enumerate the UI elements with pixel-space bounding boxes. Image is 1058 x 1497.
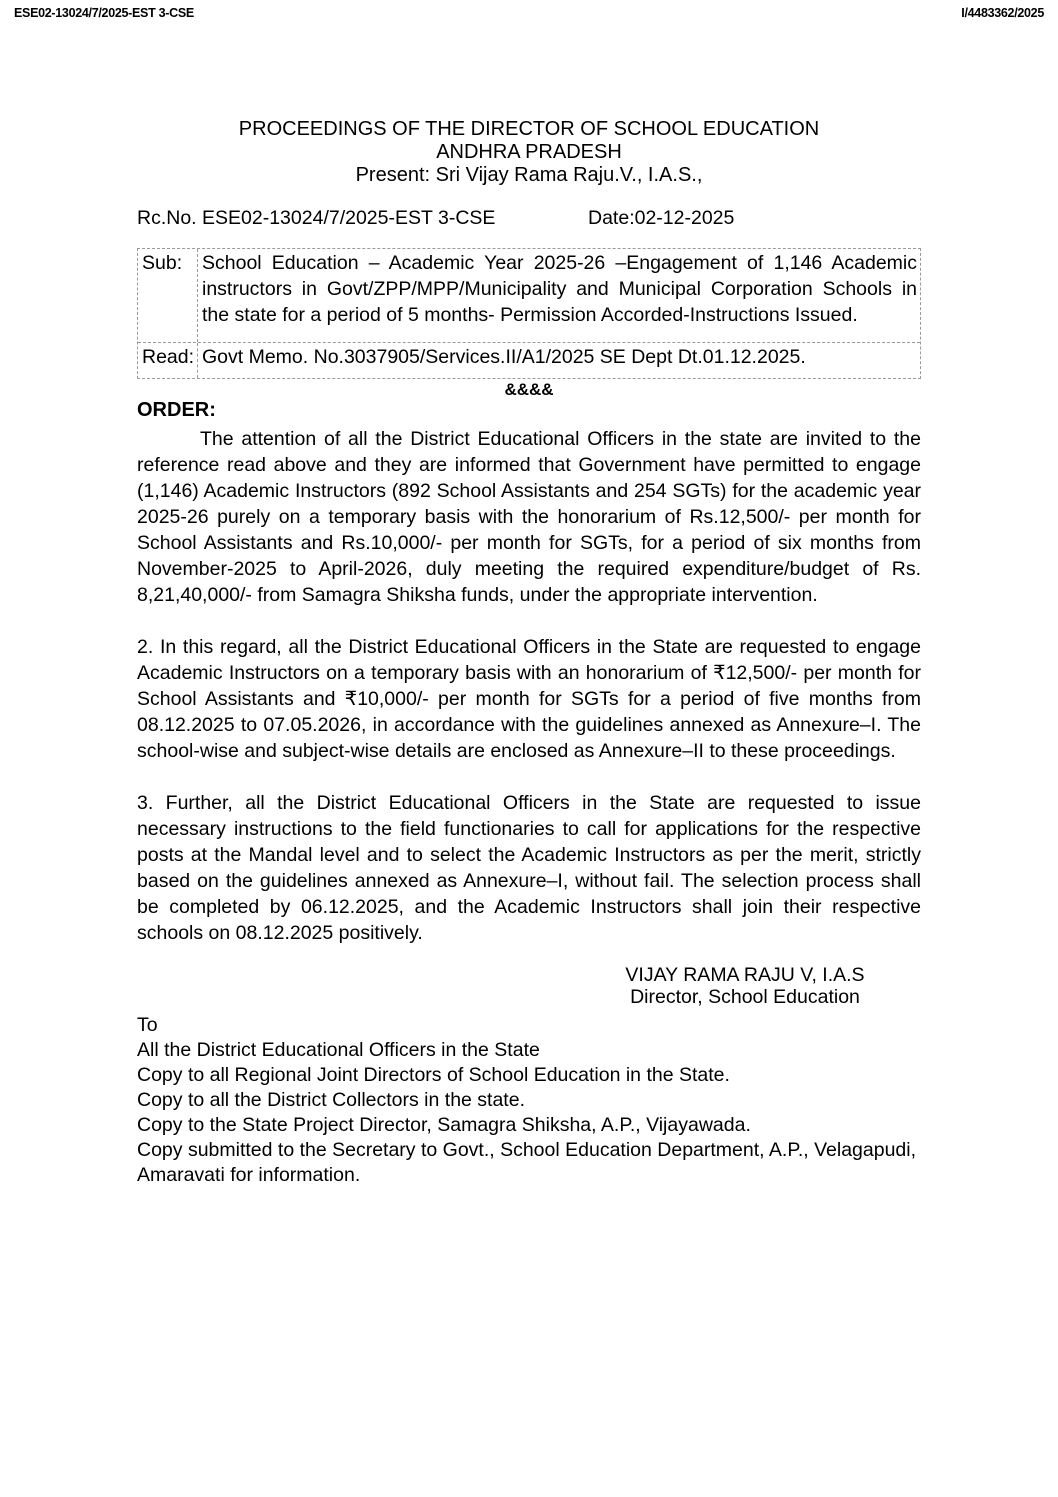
present-line: Present: Sri Vijay Rama Raju.V., I.A.S., (355, 164, 703, 186)
order-date: Date:02-12-2025 (588, 207, 735, 229)
read-row (138, 343, 920, 378)
read-text: Govt Memo. No.3037905/Services.II/A1/2025 SE Dept Dt.01.12.2025. (202, 346, 806, 368)
subject-read-table (137, 248, 921, 379)
signature-block (569, 964, 921, 1008)
order-heading: ORDER: (137, 399, 216, 421)
distribution-line: All the District Educational Officers in the State (137, 1039, 540, 1061)
state-name: ANDHRA PRADESH (436, 141, 622, 163)
title-block (137, 118, 921, 187)
read-label: Read: (138, 343, 198, 378)
signatory-designation: Director, School Education (630, 986, 860, 1008)
distribution-list (137, 1013, 921, 1188)
file-number: ESE02-13024/7/2025-EST 3-CSE (14, 6, 194, 20)
distribution-line: Copy to all Regional Joint Directors of School Education in the State. (137, 1064, 730, 1086)
distribution-line: Copy to all the District Collectors in the state. (137, 1089, 525, 1111)
rc-number: Rc.No. ESE02-13024/7/2025-EST 3-CSE (137, 207, 496, 229)
order-paragraph-1: The attention of all the District Educational Officers in the state are invited to the reference read above and they are informed that Government have permitted to engage (1,146) Academic Instructors (892 School Assistants and 254 SGTs) for the academic year 2025-26 purely on a temporary basis with the honorarium of Rs.12,500/- per month for School Assistants and Rs.10,000/- per month for SGTs, for a period of six months from November-2025 to April-2026, duly meeting the required expenditure/budget of Rs. 8,21,40,000/- from Samagra Shiksha funds, under the appropriate intervention. (137, 428, 921, 606)
reference-line (137, 207, 921, 231)
subject-label: Sub: (138, 249, 198, 342)
distribution-line: Copy to the State Project Director, Samagra Shiksha, A.P., Vijayawada. (137, 1114, 751, 1136)
distribution-line: Copy submitted to the Secretary to Govt., School Education Department, A.P., Velagapudi, Amaravati for information. (137, 1139, 917, 1186)
subject-row (138, 249, 920, 343)
order-paragraph-2: 2. In this regard, all the District Educational Officers in the State are requested to engage Academic Instructors on a temporary basis with an honorarium of ₹12,500/- per month for School Assistants and ₹10,000/- per month for SGTs for a period of five months from 08.12.2025 to 07.05.2026, in accordance with the guidelines annexed as Annexure–I. The school-wise and subject-wise details are enclosed as Annexure–II to these proceedings. (137, 636, 921, 762)
ampersand-separator: &&&& (504, 380, 554, 399)
to-label: To (137, 1014, 158, 1036)
document-body (137, 0, 921, 1188)
proceedings-title: PROCEEDINGS OF THE DIRECTOR OF SCHOOL EDUCATION (238, 118, 820, 140)
signatory-name: VIJAY RAMA RAJU V, I.A.S (625, 964, 865, 986)
order-paragraph-3: 3. Further, all the District Educational Officers in the State are requested to issue necessary instructions to the field functionaries to call for applications for the respective posts at the Mandal level and to select the Academic Instructors as per the merit, strictly based on the guidelines annexed as Annexure–I, without fail. The selection process shall be completed by 06.12.2025, and the Academic Instructors shall join their respective schools on 08.12.2025 positively. (137, 792, 921, 944)
reference-id: I/4483362/2025 (961, 6, 1044, 20)
subject-text: School Education – Academic Year 2025-26 –Engagement of 1,146 Academic instructors in Govt/ZPP/MPP/Municipality and Municipal Corporation Schools in the state for a period of 5 months- Permission Accorded-Instructions Issued. (202, 252, 917, 326)
